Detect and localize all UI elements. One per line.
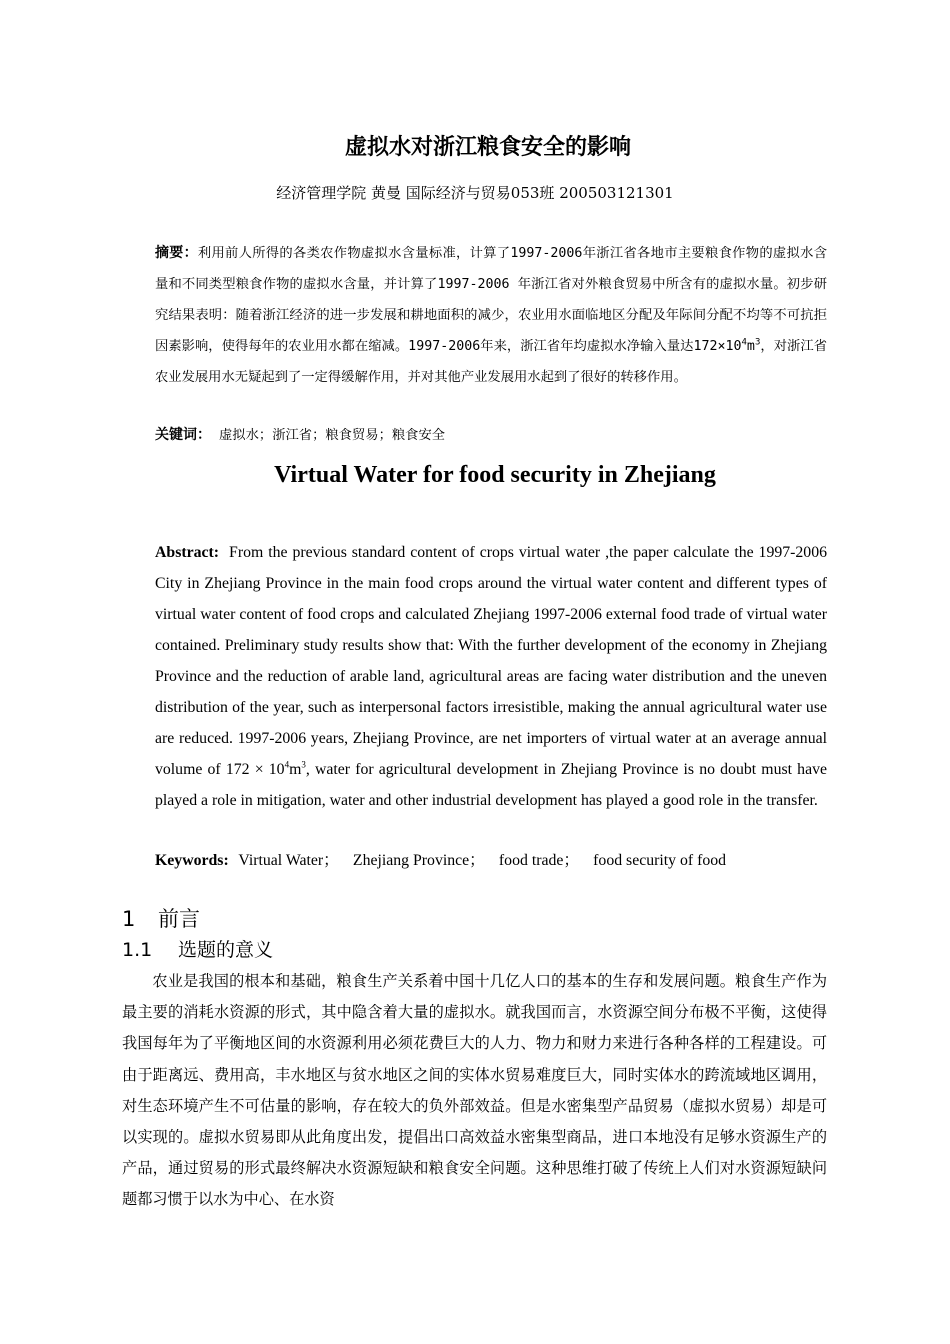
english-keyword: Virtual Water； bbox=[238, 852, 339, 869]
english-keywords bbox=[155, 848, 855, 874]
english-keywords-label: Keywords: bbox=[155, 852, 229, 869]
section-title: 前言 bbox=[158, 907, 200, 931]
english-title: Virtual Water for food security in Zhejiang bbox=[274, 462, 716, 488]
subsection-title: 选题的意义 bbox=[178, 939, 274, 961]
chinese-keywords-list: 虚拟水；浙江省；粮食贸易；粮食安全 bbox=[219, 428, 446, 443]
section-number: 1 bbox=[122, 907, 136, 931]
english-keyword: food trade； bbox=[498, 852, 580, 869]
chinese-abstract-unit-exponent: 3 bbox=[754, 337, 761, 348]
english-abstract-text-end: , water for agricultural development in Zhejiang Province is no doubt must have played a role in mitigation, water and other industrial development has played a good role in the transfer. bbox=[155, 761, 827, 809]
section-heading bbox=[122, 903, 200, 933]
chinese-abstract-label: 摘要： bbox=[155, 245, 198, 261]
english-abstract-unit: m bbox=[289, 761, 302, 778]
body-paragraph: 农业是我国的根本和基础，粮食生产关系着中国十几亿人口的基本的生存和发展问题。粮食生产作为最主要的消耗水资源的形式，其中隐含着大量的虚拟水。就我国而言，水资源空间分布极不平衡，这使得我国每年为了平衡地区间的水资源利用必须花费巨大的人力、物力和财力来进行各种各样的工程建设。可由于距离远、费用高，丰水地区与贫水地区之间的实体水贸易难度巨大，同时实体水的跨流域地区调用，对生态环境产生不可估量的影响，存在较大的负外部效益。但是水密集型产品贸易（虚拟水贸易）却是可以实现的。虚拟水贸易即从此角度出发，提倡出口高效益水密集型商品，进口本地没有足够水资源生产的产品，通过贸易的形式最终解决水资源短缺和粮食安全问题。这种思维打破了传统上人们对水资源短缺问题都习惯于以水为中心、在水资 bbox=[122, 972, 827, 1209]
english-abstract-unit-exponent: 3 bbox=[301, 759, 306, 770]
chinese-keywords-label: 关键词： bbox=[155, 427, 211, 443]
english-abstract-text: From the previous standard content of crops virtual water ,the paper calculate the 1997-2006 City in Zhejiang Province in the main food crops around the virtual water content and different types of virtual water content of food crops and calculated Zhejiang 1997-2006 external food trade of virtual water contained. Preliminary study results show that: With the further development of the economy in Zhejiang Province and the reduction of arable land, agricultural areas are facing water distribution and the uneven distribution of the year, such as interpersonal factors irresistible, making the annual agricultural water use are reduced. 1997-2006 years, Zhejiang Province, are net importers of virtual water at an average annual volume of 172 × 10 bbox=[155, 544, 827, 778]
english-keyword: Zhejiang Province； bbox=[352, 852, 485, 869]
author-line: 经济管理学院 黄曼 国际经济与贸易053班 200503121301 bbox=[276, 184, 674, 202]
chinese-abstract bbox=[155, 238, 827, 393]
english-abstract bbox=[155, 537, 827, 816]
english-abstract-label: Abstract: bbox=[155, 544, 220, 561]
subsection-heading bbox=[122, 935, 273, 962]
english-abstract-exponent: 4 bbox=[284, 759, 290, 770]
chinese-title: 虚拟水对浙江粮食安全的影响 bbox=[344, 135, 631, 160]
chinese-abstract-exponent: 4 bbox=[741, 337, 747, 348]
chinese-abstract-text: 利用前人所得的各类农作物虚拟水含量标准，计算了1997-2006年浙江省各地市主要粮食作物的虚拟水含量和不同类型粮食作物的虚拟水含量，并计算了1997-2006 年浙江省对外粮食贸易中所含有的虚拟水量。初步研究结果表明：随着浙江经济的进一步发展和耕地面积的减少，农业用水面临地区分配及年际间分配不均等不可抗拒因素影响，使得每年的农业用水都在缩减。1997-2006年来，浙江省年均虚拟水净输入量达172×10 bbox=[155, 246, 827, 354]
subsection-number: 1.1 bbox=[122, 939, 153, 961]
chinese-keywords bbox=[155, 422, 827, 449]
english-keyword: food security of food bbox=[593, 852, 727, 869]
chinese-abstract-text-end: ，对浙江省农业发展用水无疑起到了一定得缓解作用，并对其他产业发展用水起到了很好的转移作用。 bbox=[155, 339, 827, 385]
chinese-abstract-unit: m bbox=[746, 339, 755, 354]
